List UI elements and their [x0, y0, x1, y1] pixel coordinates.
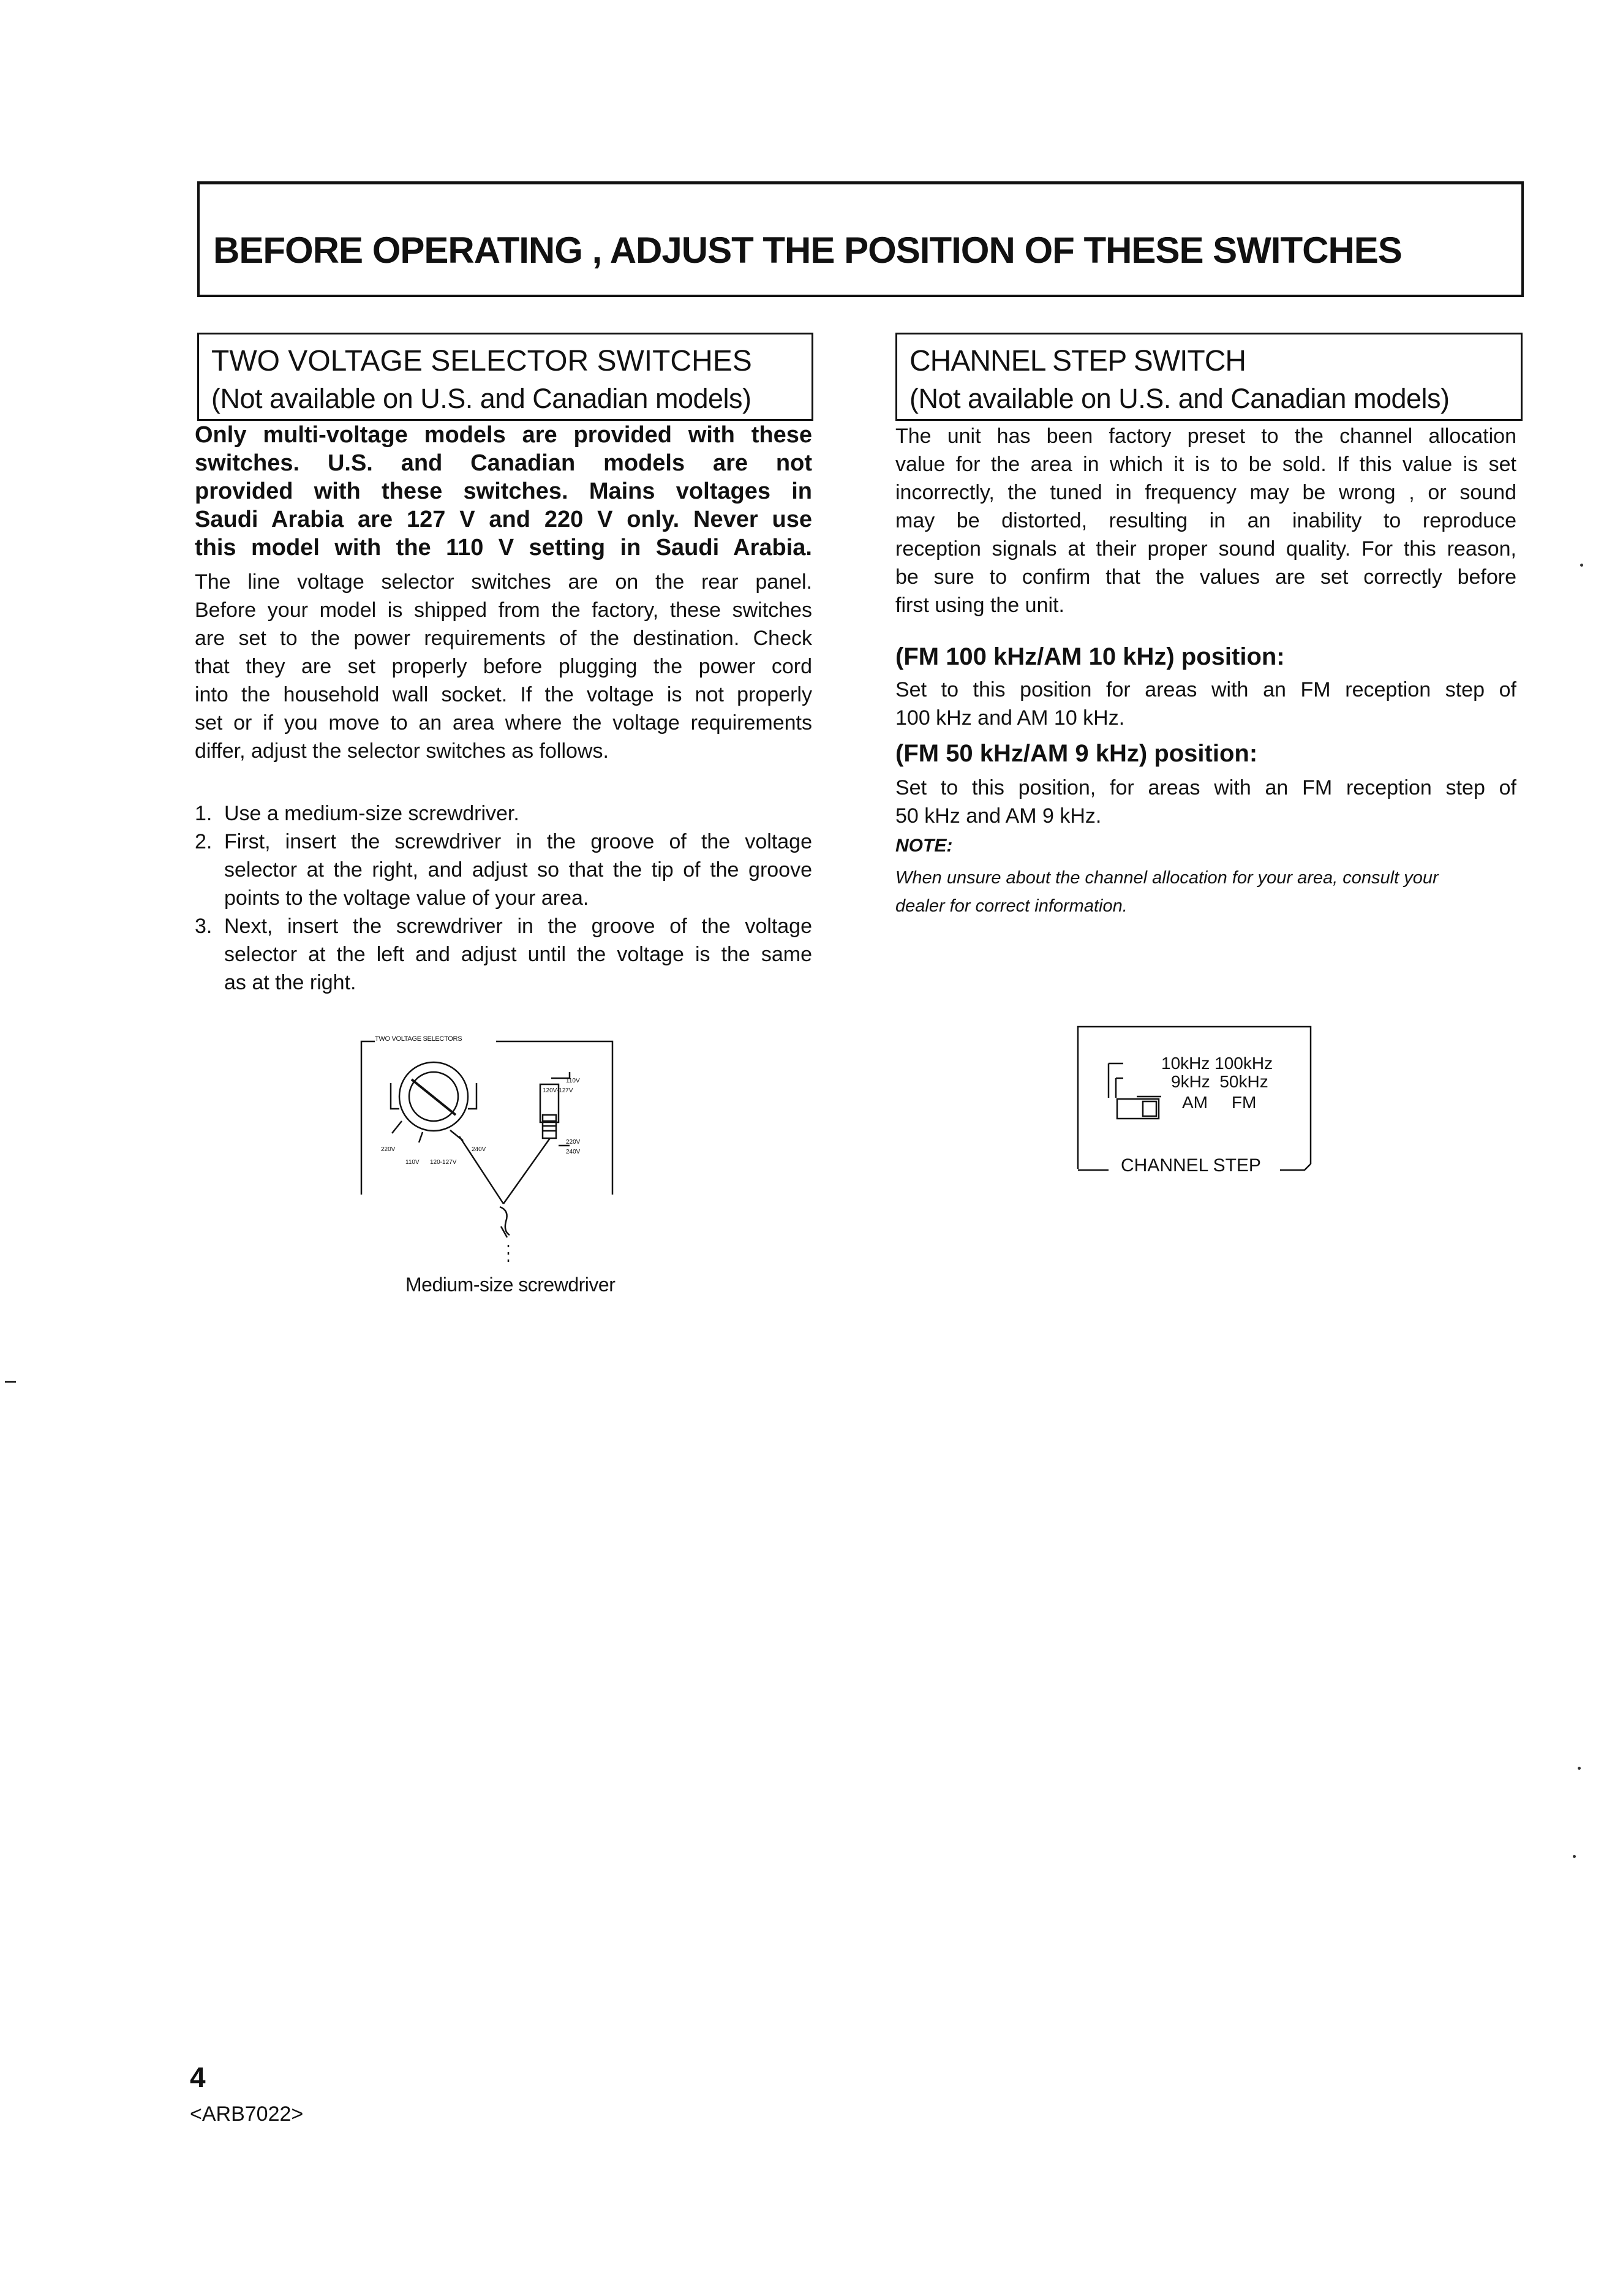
- screwdriver-line: [503, 1138, 550, 1204]
- selector-pointer: [419, 1132, 423, 1142]
- body-line: 100 kHz and AM 10 kHz.: [895, 706, 1125, 730]
- body-line: be sure to confirm that the values are set correctly before: [895, 565, 1516, 589]
- step-item: [195, 828, 812, 912]
- position-description: [895, 774, 1516, 830]
- diagram-frame: [496, 1041, 612, 1195]
- voltage-section-title: TWO VOLTAGE SELECTOR SWITCHES: [211, 345, 752, 377]
- diagram-frame: [1280, 1164, 1311, 1170]
- position-heading: (FM 50 kHz/AM 9 kHz) position:: [895, 740, 1258, 767]
- page-title: BEFORE OPERATING , ADJUST THE POSITION OF THESE SWITCHES: [213, 230, 1402, 271]
- voltage-section-subtitle: (Not available on U.S. and Canadian models): [211, 383, 751, 414]
- switch-knob: [1143, 1101, 1156, 1116]
- step-text: Use a medium-size screwdriver.: [224, 802, 519, 825]
- step-item: [195, 799, 812, 828]
- position-heading: (FM 100 kHz/AM 10 kHz) position:: [895, 643, 1285, 670]
- switch-label-row: 9kHz 50kHz: [1171, 1072, 1268, 1091]
- channel-body: [895, 422, 1516, 619]
- screwdriver-tip: [500, 1207, 510, 1235]
- page-banner: [197, 181, 1524, 297]
- voltage-label: 240V: [566, 1149, 581, 1155]
- body-line: set or if you move to an area where the voltage requirements: [195, 711, 812, 734]
- body-line: Set to this position, for areas with an FM reception step of: [895, 776, 1516, 799]
- voltage-label: 110V: [405, 1159, 420, 1166]
- selector-bracket: [391, 1083, 399, 1109]
- margin-mark: [5, 1381, 16, 1383]
- body-line: are set to the power requirements of the destination. Check: [195, 627, 812, 650]
- body-line: The unit has been factory preset to the channel allocation: [895, 425, 1516, 448]
- body-line: value for the area in which it is to be sold. If this value is set: [895, 453, 1516, 476]
- step-text: selector at the right, and adjust so that the tip of the groove: [224, 858, 812, 882]
- selector-groove: [412, 1079, 456, 1115]
- margin-mark: [1573, 1855, 1576, 1858]
- body-line: that they are set properly before plugging the power cord: [195, 655, 812, 678]
- note-line: dealer for correct information.: [895, 896, 1128, 916]
- voltage-body: [195, 568, 812, 765]
- header-divider: [895, 419, 1523, 421]
- step-item: [195, 912, 812, 997]
- voltage-selector-diagram: [343, 1029, 637, 1305]
- voltage-label: 120-127V: [430, 1159, 457, 1166]
- warning-line: this model with the 110 V setting in Saudi Arabia.: [195, 535, 812, 561]
- diagram-caption: Medium-size screwdriver: [405, 1274, 616, 1296]
- step-text: Next, insert the screwdriver in the groove of the voltage: [224, 915, 812, 938]
- voltage-label: 240V: [472, 1146, 486, 1153]
- step-number: 2.: [195, 830, 213, 853]
- selector-bracket: [468, 1083, 476, 1109]
- step-text: points to the voltage value of your area.: [224, 886, 589, 910]
- selector-pointer: [392, 1121, 402, 1133]
- page-number: 4: [190, 2061, 206, 2093]
- document-code: <ARB7022>: [190, 2102, 304, 2126]
- voltage-label: 220V: [566, 1139, 581, 1146]
- warning-line: switches. U.S. and Canadian models are not: [195, 450, 812, 476]
- voltage-steps: [195, 799, 812, 997]
- body-line: The line voltage selector switches are on the rear panel.: [195, 570, 812, 594]
- warning-line: provided with these switches. Mains voltages in: [195, 478, 812, 504]
- channel-section-subtitle: (Not available on U.S. and Canadian models): [909, 383, 1450, 414]
- body-line: incorrectly, the tuned in frequency may be wrong , or sound: [895, 481, 1516, 504]
- step-number: 1.: [195, 802, 213, 825]
- diagram-frame-label: TWO VOLTAGE SELECTORS: [375, 1035, 462, 1043]
- body-line: 50 kHz and AM 9 kHz.: [895, 804, 1102, 828]
- voltage-warning: [195, 421, 812, 562]
- body-line: Before your model is shipped from the factory, these switches: [195, 599, 812, 622]
- body-line: Set to this position for areas with an FM reception step of: [895, 678, 1516, 701]
- margin-mark: [1578, 1767, 1581, 1770]
- step-number: 3.: [195, 915, 213, 938]
- position-description: [895, 676, 1516, 732]
- margin-mark: [1580, 564, 1583, 567]
- switch-label-row: 10kHz 100kHz: [1161, 1054, 1273, 1073]
- voltage-label: 120V-127V: [543, 1087, 573, 1094]
- body-line: into the household wall socket. If the voltage is not properly: [195, 683, 812, 706]
- step-text: First, insert the screwdriver in the groove of the voltage: [224, 830, 812, 853]
- diagram-frame: [361, 1041, 375, 1066]
- note-body: [895, 864, 1516, 920]
- warning-line: Saudi Arabia are 127 V and 220 V only. Never use: [195, 507, 812, 532]
- warning-line: Only multi-voltage models are provided with these: [195, 422, 812, 448]
- body-line: first using the unit.: [895, 594, 1064, 617]
- voltage-section-header: [197, 333, 813, 419]
- body-line: reception signals at their proper sound quality. For this reason,: [895, 537, 1516, 561]
- channel-step-label: CHANNEL STEP: [1121, 1155, 1261, 1176]
- step-text: selector at the left and adjust until the voltage is the same: [224, 943, 812, 966]
- step-text: as at the right.: [224, 971, 356, 994]
- switch-label-row: AM FM: [1182, 1093, 1257, 1112]
- body-line: may be distorted, resulting in an inability to reproduce: [895, 509, 1516, 532]
- channel-section-title: CHANNEL STEP SWITCH: [909, 345, 1246, 377]
- note-line: When unsure about the channel allocation for your area, consult your: [895, 868, 1439, 888]
- channel-section-header: [895, 333, 1523, 419]
- note-label: NOTE:: [895, 836, 953, 856]
- body-line: differ, adjust the selector switches as follows.: [195, 739, 609, 763]
- voltage-label: 110V: [566, 1078, 580, 1084]
- voltage-label: 220V: [381, 1146, 396, 1153]
